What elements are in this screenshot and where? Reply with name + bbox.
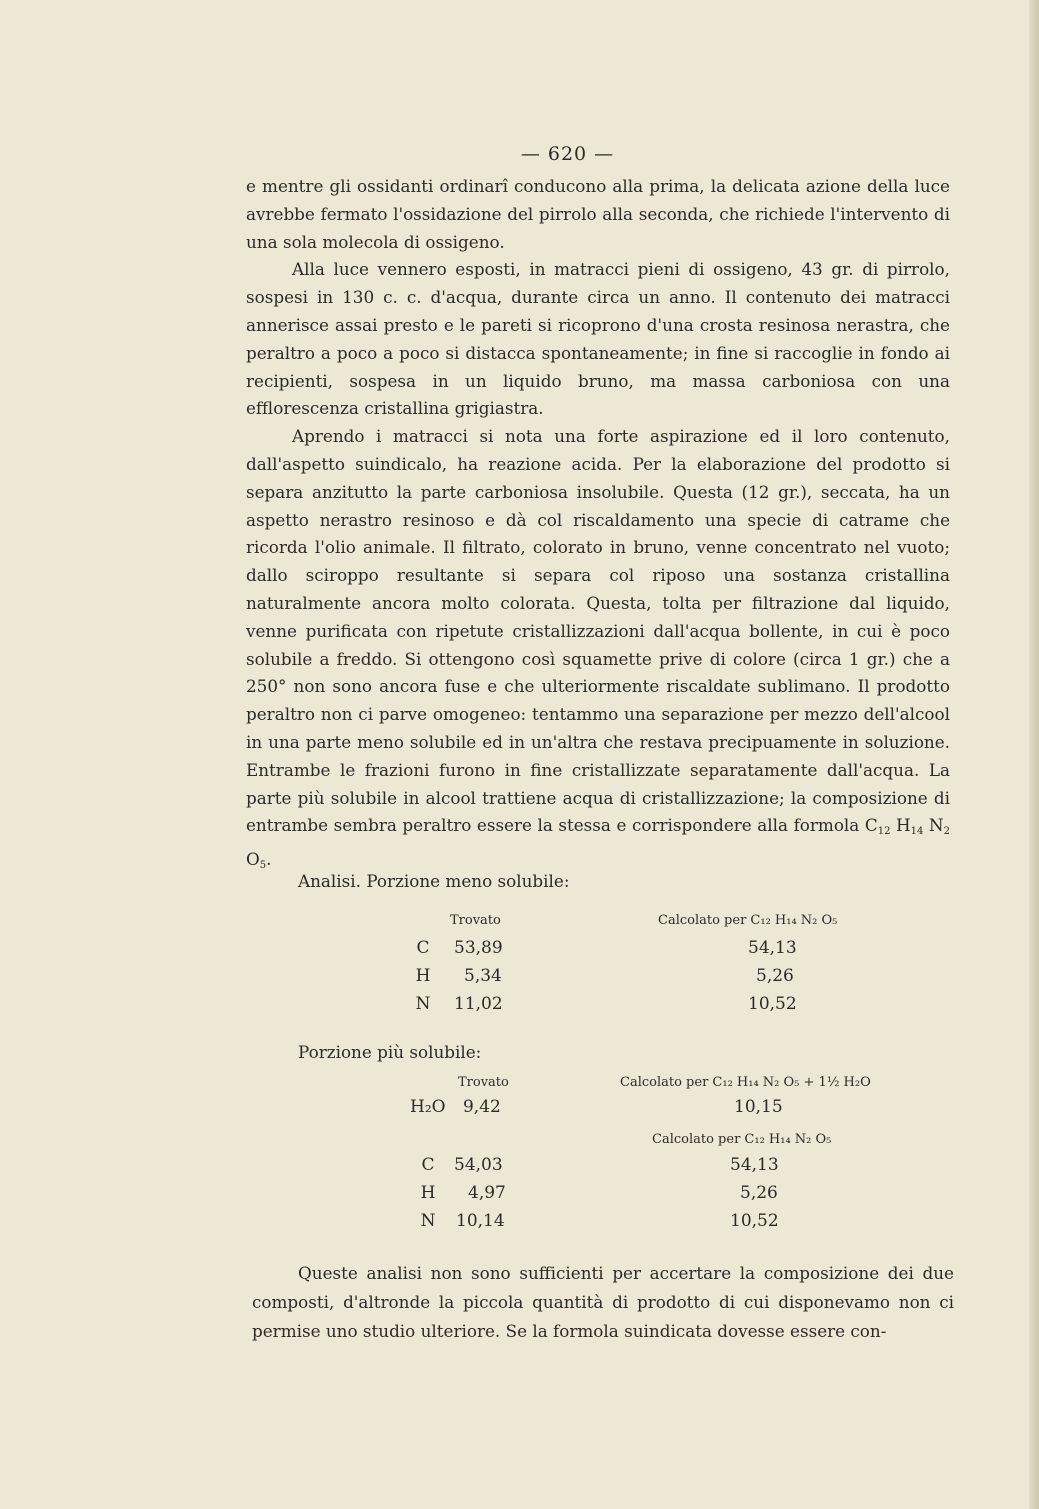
calc-value: 10,52 [730, 1211, 779, 1231]
element-label: C [416, 938, 430, 958]
header-calc-water: Calcolato per C₁₂ H₁₄ N₂ O₅ + 1½ H₂O [620, 1075, 871, 1090]
closing-text [252, 1259, 954, 1346]
table-row [418, 1179, 779, 1207]
table-row [418, 1207, 779, 1235]
calc-value: 5,26 [756, 966, 794, 986]
analysis-2-table [418, 1151, 779, 1235]
water-calc-value: 10,15 [734, 1097, 783, 1117]
element-label: N [415, 994, 431, 1014]
table-row [410, 934, 837, 962]
closing-paragraph: Queste analisi non sono sufficienti per accertare la composizione dei due composti, d'altronde la piccola quantità di prodotto di cui disponevamo non ci permise uno studio ulteriore. Se la formola suindicata dovesse essere con- [252, 1263, 954, 1341]
calc-value: 54,13 [748, 938, 797, 958]
paragraph-3 [246, 423, 950, 880]
page-number: — 620 — [520, 143, 615, 165]
body-text [246, 173, 950, 880]
page-edge [1029, 0, 1039, 1509]
analysis-1-lead: Analisi. Porzione meno solubile: [298, 871, 570, 891]
calc-value: 10,52 [748, 994, 797, 1014]
found-value: 54,03 [454, 1155, 503, 1175]
found-value: 5,34 [464, 966, 502, 986]
table-row [418, 1151, 779, 1179]
element-label: H [420, 1183, 436, 1203]
calc-value: 54,13 [730, 1155, 779, 1175]
paragraph-3-text: Aprendo i matracci si nota una forte aspirazione ed il loro contenuto, dall'aspetto suindicalo, ha reazione acida. Per la elaborazione del prodotto si separa anzitutto la parte carboniosa insolubile. Questa (12 gr.), seccata, ha un aspetto nerastro resinoso e dà col riscaldamento una specie di catrame che ricorda l'olio animale. Il filtrato, colorato in bruno, venne concentrato nel vuoto; dallo sciroppo resultante si separa col riposo una sostanza cristallina naturalmente ancora molto colorata. Questa, tolta per filtrazione dal liquido, venne purificata con ripetute cristallizzazioni dall'acqua bollente, in cui è poco solubile a freddo. Si ottengono così squamette prive di colore (circa 1 gr.) che a 250° non sono ancora fuse e che ulteriormente riscaldate sublimano. Il prodotto peraltro non ci parve omogeneo: tentammo una separazione per mezzo dell'alcool in una parte meno solubile ed in un'altra che restava precipuamente in soluzione. Entrambe le frazioni furono in fine cristallizzate separatamente dall'acqua. La parte più solubile in alcool trattiene acqua di cristallizzazione; la composizione di entrambe sembra peraltro essere la stessa e corrispondere alla formola [246, 426, 950, 836]
formula: $C_{12}$ $H_{14}$ $N_2$ $O_5$. [246, 815, 950, 872]
found-value: 4,97 [468, 1183, 506, 1203]
calc-value: 5,26 [740, 1183, 778, 1203]
element-label: H [415, 966, 431, 986]
header-found: Trovato [450, 912, 501, 928]
table-row [410, 962, 837, 990]
header-calc-2: Calcolato per C₁₂ H₁₄ N₂ O₅ [652, 1132, 832, 1147]
water-row [410, 1097, 501, 1117]
element-label: C [421, 1155, 435, 1175]
found-value: 53,89 [454, 938, 503, 958]
table-row [410, 990, 837, 1018]
paragraph-1: e mentre gli ossidanti ordinarî conducono alla prima, la delicata azione della luce avrebbe fermato l'ossidazione del pirrolo alla seconda, che richiede l'intervento di una sola molecola di ossigeno. [246, 176, 950, 252]
element-label: N [420, 1211, 436, 1231]
found-value: 10,14 [456, 1211, 505, 1231]
element-label: H₂O [410, 1097, 446, 1117]
analysis-1-table [410, 906, 837, 1018]
header-found-2: Trovato [458, 1075, 509, 1090]
found-value: 9,42 [462, 1097, 501, 1117]
header-calc: Calcolato per C₁₂ H₁₄ N₂ O₅ [658, 912, 838, 928]
found-value: 11,02 [454, 994, 503, 1014]
paragraph-2: Alla luce vennero esposti, in matracci pieni di ossigeno, 43 gr. di pirrolo, sospesi in 130 c. c. d'acqua, durante circa un anno. Il contenuto dei matracci annerisce assai presto e le pareti si ricoprono d'una crosta resinosa nerastra, che peraltro a poco a poco si distacca spontaneamente; in fine si raccoglie in fondo ai recipienti, sospesa in un liquido bruno, ma massa carboniosa con una efflorescenza cristallina grigiastra. [246, 259, 950, 419]
analysis-2-lead: Porzione più solubile: [298, 1042, 482, 1062]
